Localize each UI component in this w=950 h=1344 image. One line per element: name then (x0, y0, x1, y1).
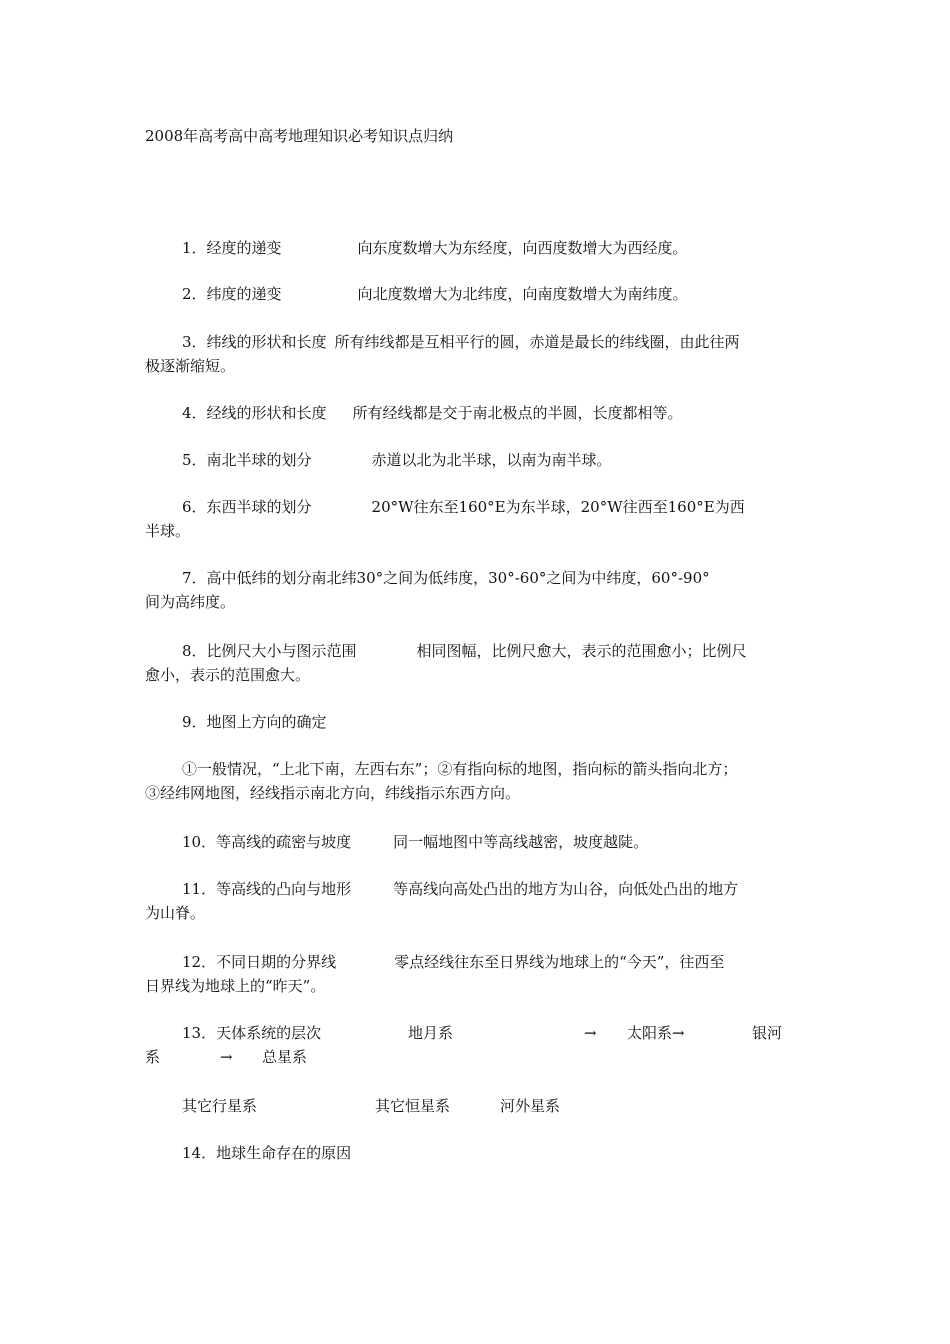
item-7-continuation: 间为高纬度。 (145, 593, 236, 611)
item-14: 14．地球生命存在的原因 (182, 1144, 352, 1162)
item-4 (182, 401, 683, 425)
other-star-systems: 其它恒星系 (375, 1097, 451, 1115)
item-text: 所有纬线都是互相平行的圆，赤道是最长的纬线圈，由此往两 (334, 333, 740, 351)
item-13-earth-moon: 地月系 (408, 1024, 454, 1042)
item-text: 20°W往东至160°E为东半球，20°W往西至160°E为西 (371, 498, 745, 516)
item-text: 赤道以北为北半球，以南为南半球。 (371, 451, 612, 469)
item-text: 相同图幅，比例尺愈大，表示的范围愈小；比例尺 (416, 642, 747, 660)
item-3-continuation: 极逐渐缩短。 (145, 357, 236, 375)
item-8-continuation: 愈小，表示的范围愈大。 (145, 666, 311, 684)
item-text: 同一幅地图中等高线越密，坡度越陡。 (393, 833, 649, 851)
item-12 (182, 950, 724, 974)
item-label: 6．东西半球的划分 (182, 498, 312, 516)
item-3 (182, 330, 740, 354)
item-label: 8．比例尺大小与图示范围 (182, 642, 357, 660)
document-title: 2008年高考高中高考地理知识必考知识点归纳 (145, 127, 454, 145)
item-text: 等高线向高处凸出的地方为山谷，向低处凸出的地方 (393, 880, 739, 898)
item-label: 5．南北半球的划分 (182, 451, 312, 469)
item-13-solar-system: 太阳系→ (627, 1024, 685, 1042)
item-label: 10．等高线的疏密与坡度 (182, 833, 352, 851)
item-10 (182, 830, 648, 854)
item-text: 向东度数增大为东经度，向西度数增大为西经度。 (357, 239, 688, 257)
item-label: 4．经线的形状和长度 (182, 404, 327, 422)
item-6-continuation: 半球。 (145, 522, 191, 540)
item-label: 1．经度的递变 (182, 239, 282, 257)
other-planetary-systems: 其它行星系 (182, 1097, 258, 1115)
item-label: 11．等高线的凸向与地形 (182, 880, 352, 898)
item-5 (182, 448, 612, 472)
item-label: 3．纬线的形状和长度 (182, 333, 327, 351)
item-13-galaxy-cont: 系 (145, 1048, 161, 1066)
item-7: 7．高中低纬的划分南北纬30°之间为低纬度，30°-60°之间为中纬度，60°-90° (182, 569, 710, 587)
item-9-detail-continuation: ③经纬网地图，经线指示南北方向，纬线指示东西方向。 (145, 784, 521, 802)
item-text: 零点经线往东至日界线为地球上的“今天”，往西至 (394, 953, 725, 971)
item-11-continuation: 为山脊。 (145, 904, 206, 922)
item-6 (182, 495, 745, 519)
item-13-arrow-2: → (220, 1048, 233, 1066)
item-1 (182, 236, 688, 260)
item-9-detail: ①一般情况，“上北下南，左西右东”；②有指向标的地图，指向标的箭头指向北方； (182, 760, 738, 778)
item-13-label: 13．天体系统的层次 (182, 1024, 322, 1042)
item-12-continuation: 日界线为地球上的“昨天”。 (145, 977, 326, 995)
item-label: 12．不同日期的分界线 (182, 953, 337, 971)
item-13-arrow-1: → (584, 1024, 597, 1042)
item-9: 9．地图上方向的确定 (182, 713, 327, 731)
extragalactic-systems: 河外星系 (500, 1097, 561, 1115)
item-8 (182, 639, 747, 663)
item-text: 向北度数增大为北纬度，向南度数增大为南纬度。 (357, 285, 688, 303)
item-13-galaxy: 银河 (752, 1024, 783, 1042)
item-text: 所有经线都是交于南北极点的半圆，长度都相等。 (352, 404, 683, 422)
item-label: 2．纬度的递变 (182, 285, 282, 303)
item-11 (182, 877, 738, 901)
item-2 (182, 282, 688, 306)
item-13-universe: 总星系 (262, 1048, 308, 1066)
